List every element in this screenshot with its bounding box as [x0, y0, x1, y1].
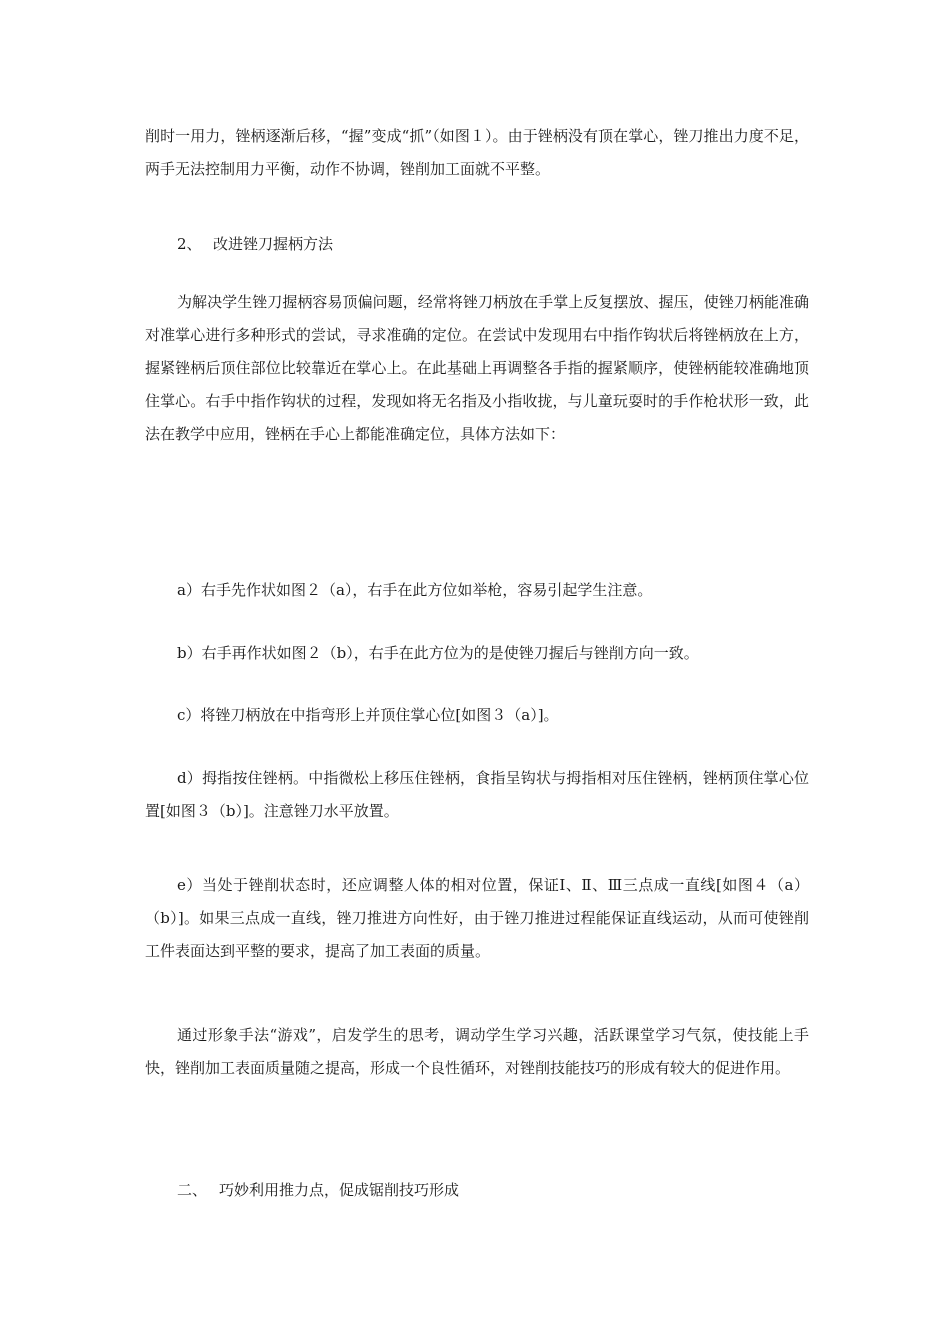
step-b: b）右手再作状如图２（b），右手在此方位为的是使锉刀握后与锉削方向一致。	[177, 644, 699, 662]
section-number-er: 二、	[177, 1181, 208, 1199]
section-heading-er: 巧妙利用推力点，促成锯削技巧形成	[219, 1181, 460, 1199]
section-heading-2: 改进锉刀握柄方法	[213, 235, 334, 253]
step-d: d）拇指按住锉柄。中指微松上移压住锉柄，食指呈钩状与拇指相对压住锉柄，锉柄顶住掌心位置[如图３（b）]。注意锉刀水平放置。	[145, 769, 809, 820]
step-e: e）当处于锉削状态时，还应调整人体的相对位置，保证Ⅰ、Ⅱ、Ⅲ三点成一直线[如图４（a）（b）]。如果三点成一直线，锉刀推进方向性好，由于锉刀推进过程能保证直线运动，从而可使锉削工件表面达到平整的要求，提高了加工表面的质量。	[145, 876, 809, 960]
paragraph-method-intro: 为解决学生锉刀握柄容易顶偏问题，经常将锉刀柄放在手掌上反复摆放、握压，使锉刀柄能准确对准掌心进行多种形式的尝试，寻求准确的定位。在尝试中发现用右中指作钩状后将锉柄放在上方，握紧锉柄后顶住部位比较靠近在掌心上。在此基础上再调整各手指的握紧顺序，使锉柄能较准确地顶住掌心。右手中指作钩状的过程，发现如将无名指及小指收拢，与儿童玩耍时的手作枪状形一致，此法在教学中应用，锉柄在手心上都能准确定位，具体方法如下：	[145, 293, 809, 443]
paragraph-continued: 削时一用力，锉柄逐渐后移，“握”变成“抓”（如图１）。由于锉柄没有顶在掌心，锉刀推出力度不足，两手无法控制用力平衡，动作不协调，锉削加工面就不平整。	[145, 127, 809, 178]
section-number-2: 2、	[177, 235, 202, 253]
step-c: c）将锉刀柄放在中指弯形上并顶住掌心位[如图３（a）]。	[177, 706, 559, 724]
step-a: a）右手先作状如图２（a），右手在此方位如举枪，容易引起学生注意。	[177, 581, 653, 599]
paragraph-summary: 通过形象手法“游戏”，启发学生的思考，调动学生学习兴趣，活跃课堂学习气氛，使技能上手快，锉削加工表面质量随之提高，形成一个良性循环，对锉削技能技巧的形成有较大的促进作用。	[145, 1026, 809, 1077]
